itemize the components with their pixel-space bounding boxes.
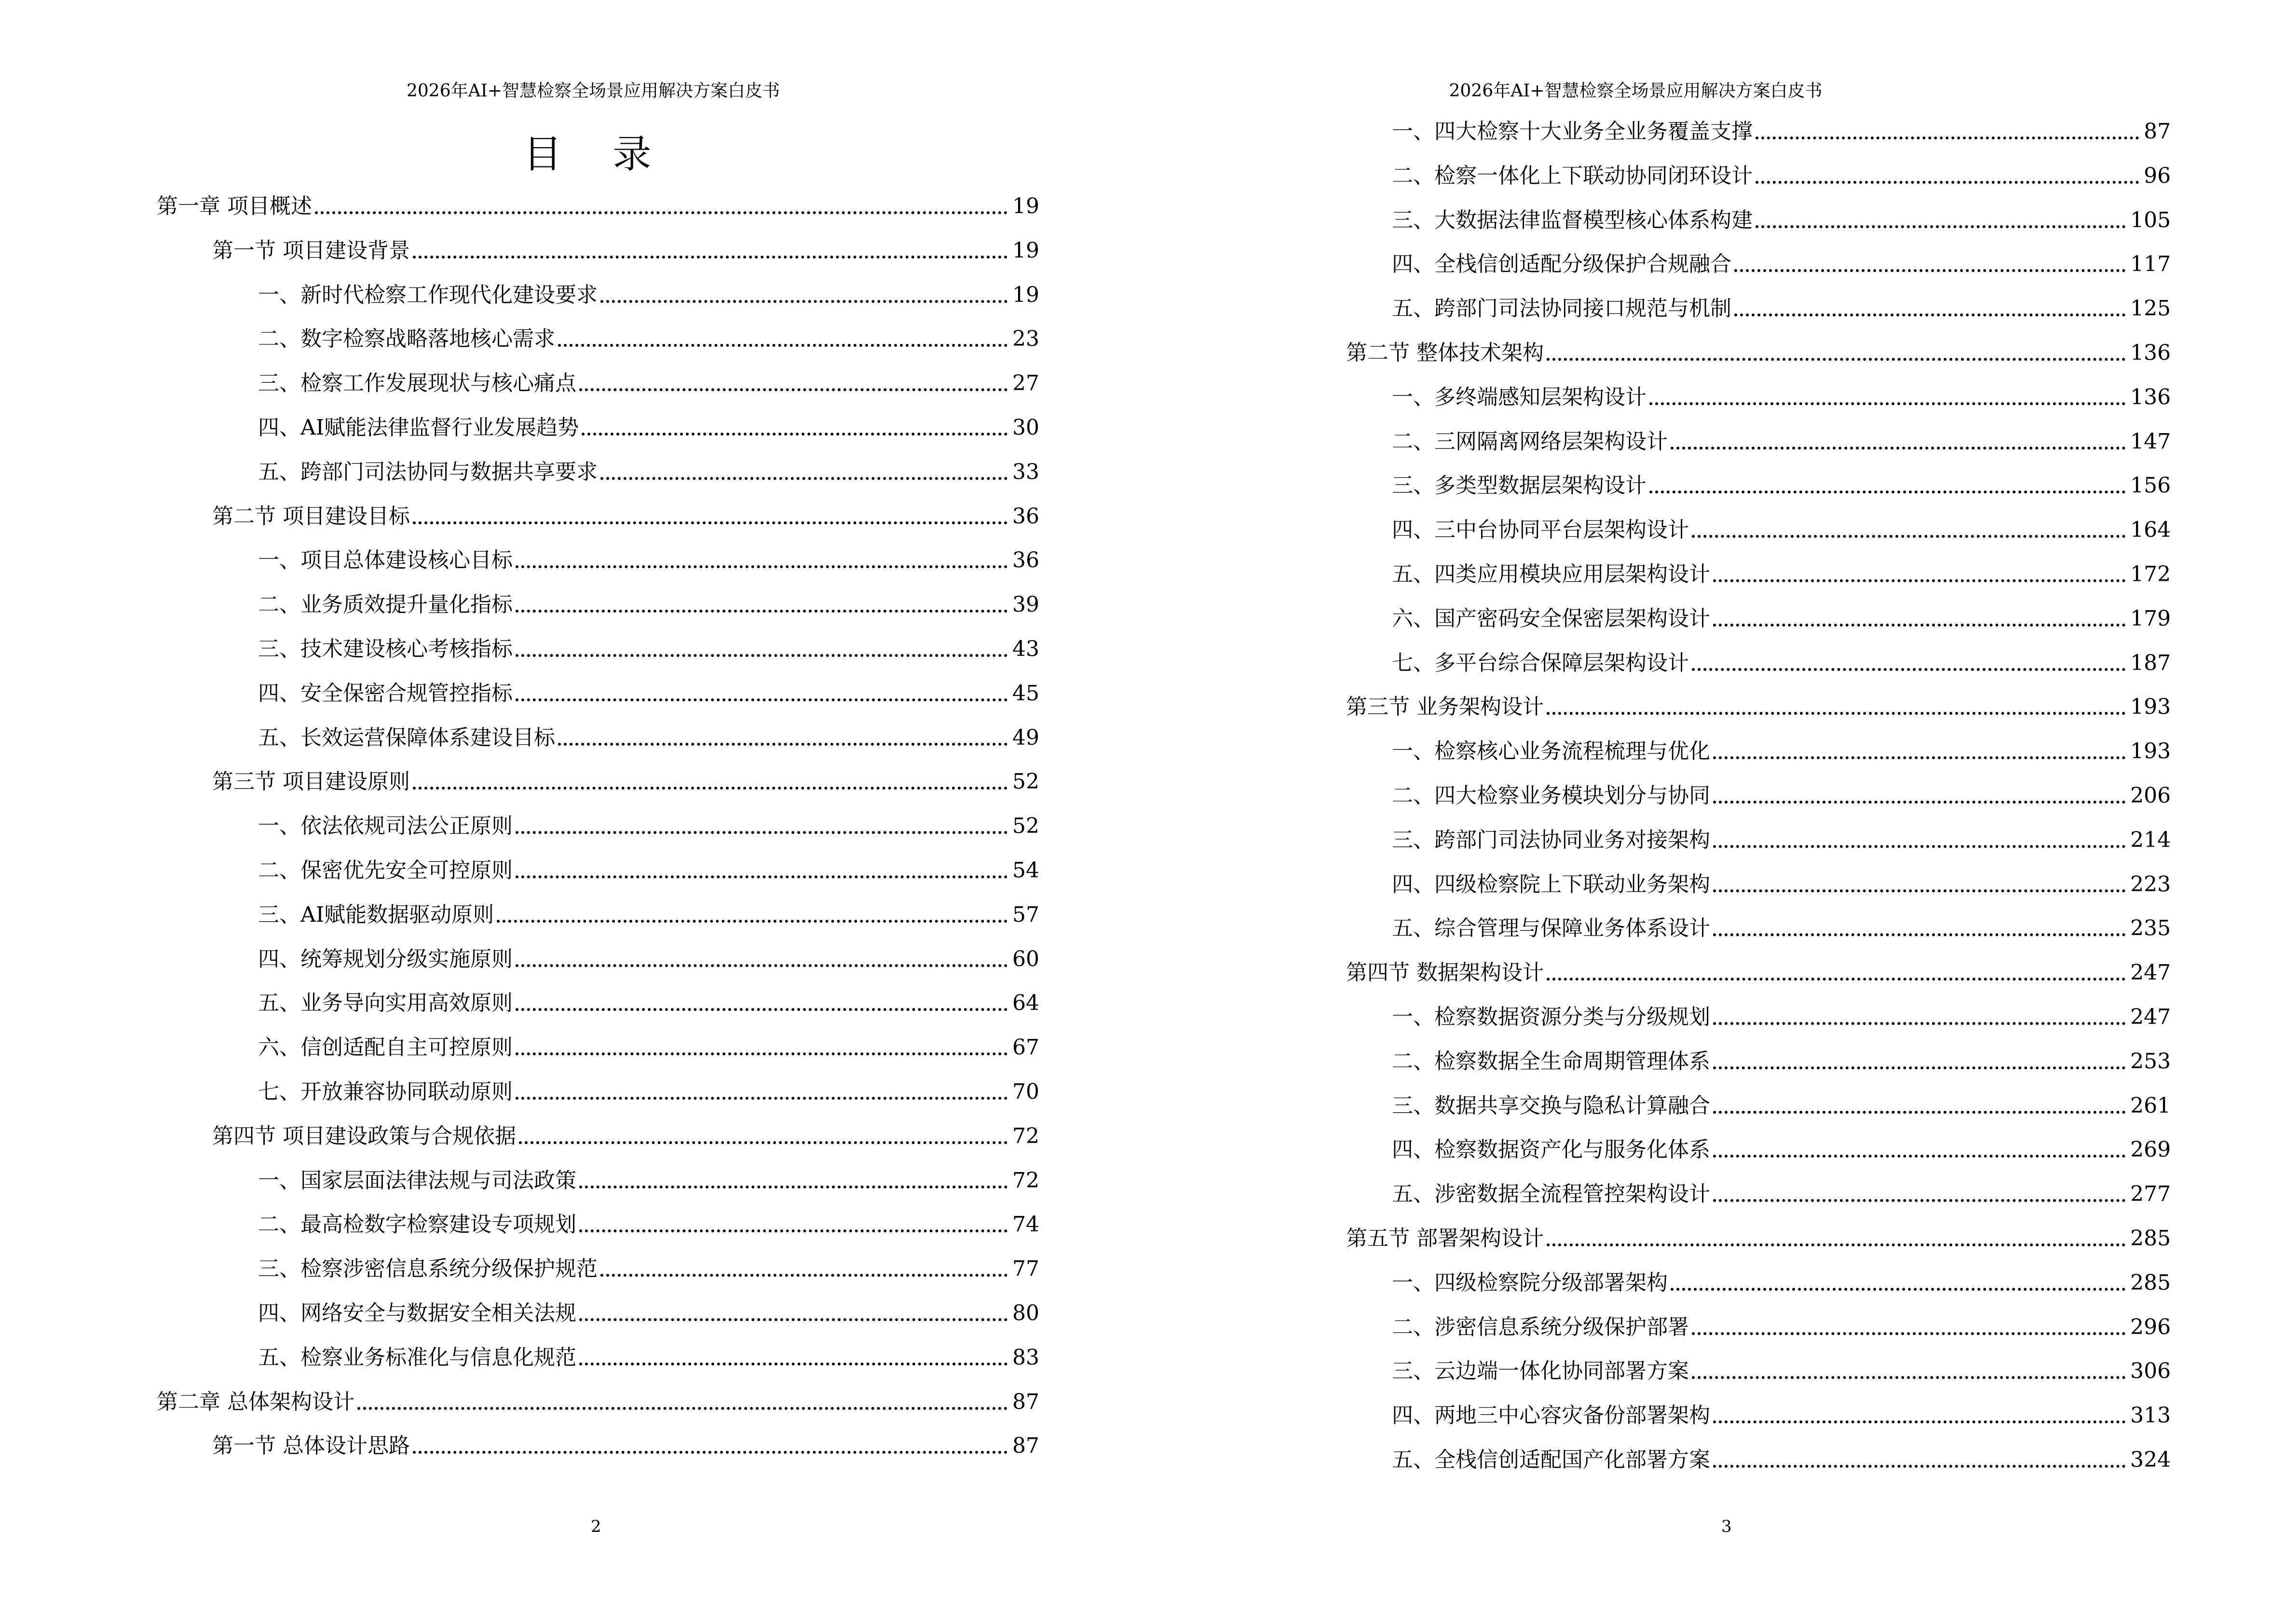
dot-leader — [516, 654, 1007, 657]
toc-entry[interactable] — [157, 945, 1039, 974]
toc-entry-page: 277 — [2130, 1182, 2171, 1207]
dot-leader — [516, 875, 1007, 878]
toc-entry[interactable] — [157, 1166, 1039, 1195]
toc-entry-page: 60 — [1012, 946, 1039, 971]
dot-leader — [1547, 978, 2125, 981]
toc-entry-label: 一、多终端感知层架构设计 — [1392, 384, 1647, 409]
toc-entry[interactable] — [157, 1122, 1039, 1151]
toc-entry-page: 57 — [1012, 902, 1039, 927]
toc-entry-page: 296 — [2130, 1314, 2171, 1339]
dot-leader — [516, 698, 1007, 701]
dot-leader — [1734, 269, 2125, 272]
toc-entry[interactable] — [1346, 914, 2171, 943]
toc-entry[interactable] — [1346, 1224, 2171, 1253]
dot-leader — [1734, 314, 2125, 316]
toc-entry-page: 147 — [2130, 429, 2171, 454]
toc-entry[interactable] — [157, 635, 1039, 664]
toc-entry[interactable] — [157, 812, 1039, 841]
toc-entry-page: 235 — [2130, 916, 2171, 941]
toc-entry-page: 324 — [2130, 1447, 2171, 1472]
toc-entry-page: 193 — [2130, 739, 2171, 764]
dot-leader — [1692, 668, 2125, 671]
toc-entry[interactable] — [1346, 117, 2171, 146]
toc-entry[interactable] — [1346, 1269, 2171, 1297]
toc-entry-page: 193 — [2130, 695, 2171, 720]
toc-entry-label: 二、最高检数字检察建设专项规划 — [258, 1212, 576, 1237]
dot-leader — [1713, 579, 2125, 582]
toc-entry-label: 五、全栈信创适配国产化部署方案 — [1392, 1447, 1710, 1472]
toc-entry-label: 二、业务质效提升量化指标 — [258, 592, 513, 617]
toc-entry[interactable] — [157, 1033, 1039, 1062]
toc-entry[interactable] — [1346, 649, 2171, 678]
toc-entry-label: 一、检察数据资源分类与分级规划 — [1392, 1005, 1710, 1029]
toc-entry-label: 四、三中台协同平台层架构设计 — [1392, 518, 1689, 543]
toc-entry[interactable] — [157, 546, 1039, 575]
dot-leader — [1692, 1376, 2125, 1379]
toc-entry-label: 第四节 数据架构设计 — [1346, 960, 1544, 985]
toc-entry[interactable] — [157, 1255, 1039, 1283]
toc-entry[interactable] — [1346, 1401, 2171, 1430]
toc-entry[interactable] — [157, 369, 1039, 398]
toc-entry-page: 285 — [2130, 1270, 2171, 1295]
toc-entry-page: 179 — [2130, 606, 2171, 631]
dot-leader — [1713, 801, 2125, 804]
toc-entry[interactable] — [1346, 737, 2171, 766]
toc-entry-page: 87 — [1012, 1433, 1039, 1459]
toc-entry-page: 36 — [1012, 548, 1039, 573]
dot-leader — [579, 1229, 1007, 1232]
toc-entry[interactable] — [1346, 826, 2171, 855]
dot-leader — [516, 831, 1007, 834]
dot-leader — [600, 300, 1007, 303]
toc-entry-page: 136 — [2130, 384, 2171, 409]
toc-entry-page: 72 — [1012, 1123, 1039, 1148]
page-number: 2 — [591, 1517, 601, 1536]
dot-leader — [600, 477, 1007, 480]
toc-entry[interactable] — [157, 1210, 1039, 1239]
toc-entry[interactable] — [1346, 1446, 2171, 1474]
toc-entry-label: 二、四大检察业务模块划分与协同 — [1392, 783, 1710, 808]
dot-leader — [1671, 447, 2125, 450]
dot-leader — [1713, 1199, 2125, 1202]
toc-entry[interactable] — [1346, 1180, 2171, 1209]
toc-entry-page: 156 — [2130, 473, 2171, 498]
toc-entry[interactable] — [1346, 1047, 2171, 1076]
dot-leader — [1713, 1066, 2125, 1069]
toc-entry[interactable] — [157, 413, 1039, 442]
toc-entry-label: 三、检察涉密信息系统分级保护规范 — [258, 1256, 598, 1282]
toc-entry[interactable] — [157, 1078, 1039, 1106]
toc-entry-page: 39 — [1012, 592, 1039, 617]
toc-entry-page: 206 — [2130, 783, 2171, 808]
dot-leader — [413, 1451, 1007, 1454]
toc-entry-label: 第二章 总体架构设计 — [157, 1389, 354, 1414]
toc-entry-label: 二、三网隔离网络层架构设计 — [1392, 429, 1668, 454]
toc-entry[interactable] — [157, 590, 1039, 619]
toc-entry-page: 87 — [1012, 1389, 1039, 1414]
dot-leader — [519, 1141, 1007, 1144]
toc-entry-label: 三、大数据法律监督模型核心体系构建 — [1392, 207, 1753, 232]
dot-leader — [1713, 1111, 2125, 1114]
toc-entry[interactable] — [1346, 1135, 2171, 1164]
toc-entry-page: 136 — [2130, 341, 2171, 365]
toc-entry-page: 247 — [2130, 960, 2171, 985]
toc-entry-label: 七、多平台综合保障层架构设计 — [1392, 650, 1689, 675]
toc-entry[interactable] — [157, 901, 1039, 929]
dot-leader — [582, 433, 1007, 436]
dot-leader — [413, 521, 1007, 524]
toc-entry-page: 253 — [2130, 1049, 2171, 1074]
toc-entry[interactable] — [1346, 1092, 2171, 1120]
toc-entry-page: 306 — [2130, 1359, 2171, 1384]
toc-entry-page: 52 — [1012, 814, 1039, 839]
dot-leader — [1756, 225, 2125, 228]
dot-leader — [1713, 933, 2125, 936]
dot-leader — [413, 787, 1007, 790]
dot-leader — [1671, 1288, 2125, 1291]
dot-leader — [1713, 1155, 2125, 1158]
dot-leader — [579, 388, 1007, 391]
toc-entry-page: 45 — [1012, 681, 1039, 706]
toc-entry-page: 36 — [1012, 504, 1039, 529]
toc-entry-label: 五、长效运营保障体系建设目标 — [258, 725, 555, 750]
toc-entry[interactable] — [1346, 383, 2171, 412]
toc-entry-page: 247 — [2130, 1005, 2171, 1029]
toc-entry[interactable] — [1346, 206, 2171, 235]
toc-entry[interactable] — [157, 458, 1039, 487]
dot-leader — [516, 1097, 1007, 1100]
toc-entry-page: 223 — [2130, 872, 2171, 897]
toc-entry-page: 70 — [1012, 1079, 1039, 1104]
toc-entry-label: 一、四大检察十大业务全业务覆盖支撑 — [1392, 119, 1753, 144]
toc-entry[interactable] — [157, 1432, 1039, 1460]
dot-leader — [579, 1363, 1007, 1365]
toc-entry-page: 313 — [2130, 1403, 2171, 1428]
toc-entry[interactable] — [1346, 339, 2171, 368]
toc-entry[interactable] — [157, 281, 1039, 310]
toc-entry-page: 74 — [1012, 1212, 1039, 1237]
toc-entry-page: 187 — [2130, 650, 2171, 675]
toc-entry[interactable] — [157, 1299, 1039, 1328]
right-page — [1144, 0, 2287, 1624]
toc-entry-page: 77 — [1012, 1256, 1039, 1282]
toc-entry-label: 二、数字检察战略落地核心需求 — [258, 327, 555, 352]
toc-entry[interactable] — [1346, 471, 2171, 500]
toc-entry-label: 一、新时代检察工作现代化建设要求 — [258, 282, 598, 307]
toc-entry-page: 49 — [1012, 725, 1039, 750]
dot-leader — [497, 920, 1007, 923]
toc-entry-page: 164 — [2130, 518, 2171, 543]
toc-entry[interactable] — [1346, 1003, 2171, 1032]
toc-entry-page: 30 — [1012, 415, 1039, 440]
toc-entry[interactable] — [1346, 870, 2171, 899]
toc-entry-label: 五、跨部门司法协同接口规范与机制 — [1392, 296, 1731, 321]
toc-entry-page: 269 — [2130, 1137, 2171, 1162]
toc-entry-label: 三、多类型数据层架构设计 — [1392, 473, 1647, 498]
toc-entry-page: 33 — [1012, 459, 1039, 484]
toc-entry[interactable] — [1346, 560, 2171, 589]
dot-leader — [600, 1274, 1007, 1277]
toc-entry-label: 四、安全保密合规管控指标 — [258, 681, 513, 706]
toc-entry-label: 四、全栈信创适配分级保护合规融合 — [1392, 252, 1731, 277]
toc-entry-page: 172 — [2130, 562, 2171, 587]
toc-entry-label: 第二节 整体技术架构 — [1346, 341, 1544, 365]
toc-entry[interactable] — [1346, 294, 2171, 323]
dot-leader — [1692, 1332, 2125, 1335]
toc-entry-label: 三、数据共享交换与隐私计算融合 — [1392, 1093, 1710, 1118]
toc-entry-page: 96 — [2144, 163, 2171, 188]
toc-entry[interactable] — [1346, 516, 2171, 545]
running-header: 2026年AI+智慧检察全场景应用解决方案白皮书 — [406, 81, 780, 101]
dot-leader — [1713, 1022, 2125, 1025]
toc-entry-label: 第一节 总体设计思路 — [212, 1433, 410, 1459]
toc-entry[interactable] — [157, 502, 1039, 531]
toc-entry-label: 四、四级检察院上下联动业务架构 — [1392, 872, 1710, 897]
toc-entry-label: 五、涉密数据全流程管控架构设计 — [1392, 1182, 1710, 1207]
dot-leader — [579, 1318, 1007, 1321]
toc-entry-page: 72 — [1012, 1168, 1039, 1193]
toc-entry-label: 第四节 项目建设政策与合规依据 — [212, 1123, 516, 1148]
toc-entry-page: 285 — [2130, 1226, 2171, 1251]
dot-leader — [413, 256, 1007, 259]
toc-entry-label: 三、AI赋能数据驱动原则 — [258, 902, 494, 927]
toc-entry[interactable] — [157, 989, 1039, 1018]
toc-entry[interactable] — [1346, 162, 2171, 191]
toc-entry-label: 二、保密优先安全可控原则 — [258, 858, 513, 883]
toc-entry-page: 19 — [1012, 238, 1039, 263]
dot-leader — [516, 1052, 1007, 1055]
toc-entry-label: 三、检察工作发展现状与核心痛点 — [258, 371, 576, 396]
toc-entry-label: 第三节 业务架构设计 — [1346, 695, 1544, 720]
dot-leader — [1649, 491, 2125, 493]
toc-entry-label: 六、国产密码安全保密层架构设计 — [1392, 606, 1710, 631]
dot-leader — [516, 565, 1007, 568]
toc-entry-label: 五、检察业务标准化与信息化规范 — [258, 1345, 576, 1370]
dot-leader — [1649, 402, 2125, 405]
toc-entry[interactable] — [1346, 958, 2171, 987]
toc-entry-label: 一、国家层面法律法规与司法政策 — [258, 1168, 576, 1193]
dot-leader — [1713, 624, 2125, 627]
toc-entry-label: 三、技术建设核心考核指标 — [258, 637, 513, 661]
toc-entry[interactable] — [157, 1388, 1039, 1417]
dot-leader — [558, 344, 1007, 347]
dot-leader — [516, 1008, 1007, 1011]
toc-entry[interactable] — [157, 1343, 1039, 1372]
dot-leader — [1713, 756, 2125, 759]
toc-entry-label: 第一章 项目概述 — [157, 194, 312, 218]
toc-entry-label: 四、检察数据资产化与服务化体系 — [1392, 1137, 1710, 1162]
toc-entry-page: 80 — [1012, 1301, 1039, 1325]
toc-entry-label: 七、开放兼容协同联动原则 — [258, 1079, 513, 1104]
toc-entry[interactable] — [157, 236, 1039, 265]
toc-entry-label: 四、两地三中心容灾备份部署架构 — [1392, 1403, 1710, 1428]
toc-entry-page: 23 — [1012, 327, 1039, 352]
toc-entry-label: 四、网络安全与数据安全相关法规 — [258, 1301, 576, 1325]
toc-entry[interactable] — [1346, 1313, 2171, 1342]
toc-entry[interactable] — [1346, 781, 2171, 810]
toc-entry-page: 105 — [2130, 207, 2171, 232]
toc-entry-page: 214 — [2130, 827, 2171, 852]
dot-leader — [1713, 889, 2125, 892]
toc-entry[interactable] — [1346, 604, 2171, 633]
toc-entry-label: 四、AI赋能法律监督行业发展趋势 — [258, 415, 579, 440]
toc-entry-page: 27 — [1012, 371, 1039, 396]
toc-entry[interactable] — [157, 856, 1039, 885]
toc-entry-label: 五、综合管理与保障业务体系设计 — [1392, 916, 1710, 941]
toc-entry-label: 第五节 部署架构设计 — [1346, 1226, 1544, 1251]
toc-entry-page: 87 — [2144, 119, 2171, 144]
toc-entry-label: 四、统筹规划分级实施原则 — [258, 946, 513, 971]
dot-leader — [1547, 358, 2125, 361]
dot-leader — [315, 211, 1007, 214]
toc-entry-label: 二、检察数据全生命周期管理体系 — [1392, 1049, 1710, 1074]
dot-leader — [1547, 1243, 2125, 1246]
running-header: 2026年AI+智慧检察全场景应用解决方案白皮书 — [1449, 81, 1823, 101]
toc-entry[interactable] — [1346, 1357, 2171, 1386]
dot-leader — [516, 610, 1007, 613]
toc-title: 目 录 — [523, 132, 671, 177]
toc-entry-page: 261 — [2130, 1093, 2171, 1118]
toc-entry-page: 19 — [1012, 194, 1039, 218]
toc-entry-label: 第二节 项目建设目标 — [212, 504, 410, 529]
toc-entry-page: 117 — [2130, 252, 2171, 277]
dot-leader — [579, 1186, 1007, 1188]
toc-entry-label: 五、业务导向实用高效原则 — [258, 991, 513, 1016]
toc-entry[interactable] — [157, 325, 1039, 354]
toc-entry-page: 54 — [1012, 858, 1039, 883]
toc-entry[interactable] — [1346, 693, 2171, 722]
toc-entry-page: 19 — [1012, 282, 1039, 307]
toc-entry-label: 一、四级检察院分级部署架构 — [1392, 1270, 1668, 1295]
toc-entry-label: 六、信创适配自主可控原则 — [258, 1035, 513, 1060]
toc-entry-label: 一、项目总体建设核心目标 — [258, 548, 513, 573]
toc-entry-label: 二、检察一体化上下联动协同闭环设计 — [1392, 163, 1753, 188]
dot-leader — [1713, 1420, 2125, 1423]
toc-entry[interactable] — [157, 723, 1039, 752]
dot-leader — [558, 743, 1007, 746]
dot-leader — [1713, 1465, 2125, 1468]
page-number: 3 — [1721, 1517, 1732, 1536]
dot-leader — [1713, 845, 2125, 848]
toc-entry-page: 125 — [2130, 296, 2171, 321]
toc-entry-label: 五、四类应用模块应用层架构设计 — [1392, 562, 1710, 587]
toc-entry-page: 67 — [1012, 1035, 1039, 1060]
toc-entry[interactable] — [157, 192, 1039, 221]
toc-entry-label: 三、跨部门司法协同业务对接架构 — [1392, 827, 1710, 852]
toc-entry-label: 一、检察核心业务流程梳理与优化 — [1392, 739, 1710, 764]
dot-leader — [1756, 136, 2139, 139]
toc-entry-page: 83 — [1012, 1345, 1039, 1370]
toc-entry-label: 三、云边端一体化协同部署方案 — [1392, 1359, 1689, 1384]
toc-entry-page: 64 — [1012, 991, 1039, 1016]
toc-entry-label: 五、跨部门司法协同与数据共享要求 — [258, 459, 598, 484]
toc-entry-label: 一、依法依规司法公正原则 — [258, 814, 513, 839]
toc-entry-label: 第一节 项目建设背景 — [212, 238, 410, 263]
dot-leader — [516, 964, 1007, 967]
dot-leader — [1547, 712, 2125, 715]
toc-entry-page: 43 — [1012, 637, 1039, 661]
dot-leader — [1692, 535, 2125, 538]
toc-entry-label: 第三节 项目建设原则 — [212, 769, 410, 794]
dot-leader — [1756, 181, 2139, 184]
toc-entry-page: 52 — [1012, 769, 1039, 794]
toc-entry[interactable] — [157, 679, 1039, 708]
toc-entry-label: 二、涉密信息系统分级保护部署 — [1392, 1314, 1689, 1339]
toc-entry[interactable] — [1346, 250, 2171, 279]
toc-entry[interactable] — [1346, 427, 2171, 456]
dot-leader — [357, 1407, 1007, 1410]
toc-entry[interactable] — [157, 767, 1039, 796]
